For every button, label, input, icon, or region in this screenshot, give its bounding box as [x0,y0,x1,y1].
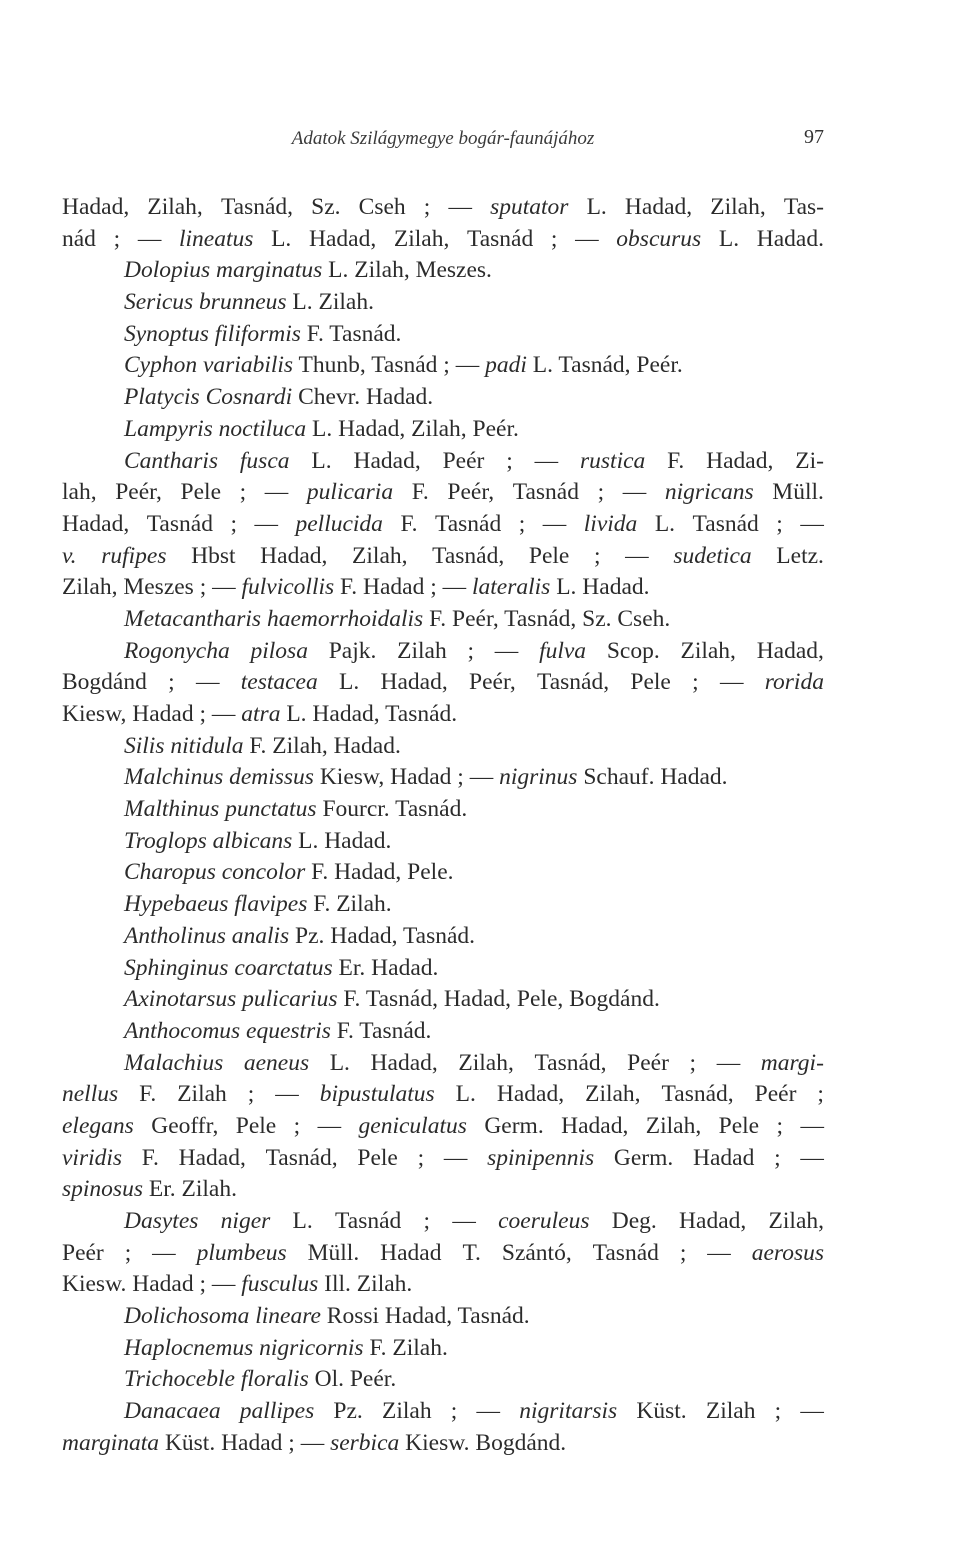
text-segment: Hadad, [624,194,693,220]
text-segment: Hadad, [756,637,824,664]
text-segment: Küst. [636,1398,687,1425]
text-segment: ; [124,1239,132,1266]
text-segment: — [137,225,162,252]
text-segment: Hadad, [353,447,421,474]
text-segment: Zilah [382,1398,432,1425]
species-name: Metacantharis haemorrhoidalis [124,605,424,632]
text-segment: Pele [235,1112,277,1139]
species-name: viridis [62,1144,123,1171]
text-segment: — [476,1398,501,1425]
text-segment: Cseh [358,194,406,220]
text-body [62,192,824,1460]
species-name: Synoptus filiformis [124,320,301,347]
text-segment: Geoffr, [151,1112,219,1139]
text-segment: ; [113,225,121,252]
text-segment: ; [817,1081,824,1108]
text-segment: Hadad, [260,542,328,569]
species-name: sudetica [673,542,752,569]
text-segment: — [622,479,647,506]
text-segment: Müll. [772,479,824,506]
text-segment: Pele [630,669,671,696]
species-name: aeneus [243,1049,310,1076]
text-segment: L. [654,510,676,537]
text-segment: Tasnád [512,479,579,506]
text-segment: F. Hadad ; — [334,574,472,601]
text-segment: F. Tasnád. [300,320,402,347]
text-line [62,446,824,478]
text-segment: Hadad, [561,1112,629,1139]
text-segment: L. Hadad, Tasnád. [280,701,458,727]
text-segment: ; [679,1239,687,1266]
text-segment: F. Hadad, Pele. [305,859,454,886]
text-line [62,699,824,731]
species-name: Axinotarsus pulicarius [124,986,338,1013]
text-segment: — [800,1112,824,1139]
species-name: bipustulatus [319,1081,435,1108]
species-name: Rogonycha [124,637,230,664]
text-line [62,826,824,858]
page-header [62,126,824,156]
text-segment: ; [293,1112,301,1139]
text-segment: Sz. [311,194,341,220]
text-segment: — [195,669,220,696]
text-segment: Tasnád [592,1239,659,1266]
text-segment: Peér, [115,479,162,506]
text-segment: Peér [754,1081,797,1108]
text-segment: — [254,510,278,537]
text-segment: F. [400,510,418,537]
text-line [62,604,824,636]
text-segment: — [317,1112,342,1139]
text-segment: Szántó, [501,1239,572,1266]
text-line [62,1269,824,1301]
text-segment: Pele [357,1144,398,1171]
text-segment: Hadad, [496,1081,565,1108]
text-segment: Zilah, Meszes ; — [62,574,242,601]
species-name: Troglops albicans [124,827,293,854]
text-segment: F. Zilah. [363,1334,448,1361]
species-name: coeruleus [498,1208,590,1234]
text-segment: F. [411,479,429,506]
species-name: sputator [490,194,569,220]
species-name: elegans [62,1112,134,1139]
text-line [62,762,824,794]
text-segment: ; [417,1144,425,1171]
text-segment: Germ. [484,1112,544,1139]
text-segment: Thunb, Tasnád ; — [293,352,486,379]
text-segment: — [275,1081,299,1108]
text-segment: ; [776,1112,784,1139]
text-segment: Zilah, [352,542,408,569]
text-line [62,1016,824,1048]
text-segment: Scop. [606,637,660,664]
text-segment: L. Tasnád, Peér. [526,352,683,379]
text-segment: ; [239,479,247,506]
species-name: Malachius [124,1049,224,1076]
text-segment: F. Tasnád. [330,1017,432,1044]
text-segment: ; [506,447,513,474]
text-line [62,382,824,414]
text-segment: F. Tasnád, Hadad, Pele, Bogdánd. [337,986,660,1013]
species-name: Hypebaeus flavipes [124,891,308,918]
species-name: rustica [580,447,646,474]
text-segment: L. Hadad, Zilah, Peér. [306,415,519,442]
text-segment: ; [774,1398,782,1425]
text-segment: L. [339,669,360,696]
species-name: pallipes [239,1398,315,1425]
text-segment: F. Zilah. [307,891,392,918]
text-segment: Deg. [611,1208,657,1234]
text-segment: Müll. [307,1239,360,1266]
species-name: rufipes [101,542,167,569]
text-line [62,477,824,509]
species-name: marginata [62,1429,160,1456]
species-name: pilosa [250,637,308,664]
text-line [62,636,824,668]
running-title: Adatok Szilágymegye bogár-faunájához [291,128,595,149]
species-name: nellus [62,1081,119,1108]
text-segment: Zilah [177,1081,227,1108]
text-segment: ; [423,194,431,220]
text-segment: Peér, [469,669,516,696]
text-segment: — [542,510,567,537]
text-segment: F. [141,1144,159,1171]
species-name: fulvicollis [241,574,335,601]
text-segment: — [800,1398,824,1425]
text-segment: — [452,1208,476,1234]
text-segment: Tasnád [435,510,502,537]
text-segment: — [448,194,472,220]
text-segment: ; [168,669,175,696]
text-segment: Ol. Peér. [308,1366,397,1393]
text-segment: Hadad, [370,1049,438,1076]
text-segment: ; [467,637,475,664]
species-name: aerosus [751,1239,824,1266]
text-line [62,667,824,699]
text-segment: Hadad. [756,225,824,252]
text-segment: nád [62,225,96,252]
text-segment: ; [692,669,699,696]
text-segment: — [716,1049,741,1076]
text-segment: Tasnád, [432,542,505,569]
text-segment: — [264,479,289,506]
species-name: nigritarsis [519,1398,618,1425]
species-name: Danacaea [124,1398,221,1425]
text-segment: F. [667,447,685,474]
text-segment: — [494,637,519,664]
species-name: margi- [760,1049,824,1076]
species-name: plumbeus [196,1239,287,1266]
text-segment: Zilah, [147,194,203,220]
text-segment: L. [718,225,740,252]
species-name: padi [485,352,527,379]
text-segment: Zilah, [585,1081,641,1108]
species-name: atra [241,701,281,727]
text-segment: ; [776,510,783,537]
text-line [62,1143,824,1175]
text-line [62,319,824,351]
text-segment: Zi- [795,447,824,474]
text-segment: Hadad [693,1144,755,1171]
text-segment: — [625,542,649,569]
text-line [62,794,824,826]
species-name: lineatus [178,225,254,252]
text-segment: F. Zilah, Hadad. [243,732,401,759]
text-segment: Zilah, [768,1208,824,1234]
species-name: Sericus brunneus [124,289,287,316]
text-segment: T. [462,1239,481,1266]
species-name: fulva [539,637,587,664]
text-line [62,1238,824,1270]
species-name: Silis nitidula [124,732,244,759]
text-line [62,857,824,889]
text-segment: Kiesw, Hadad ; — [313,764,500,791]
text-line [62,1111,824,1143]
text-line [62,192,824,224]
text-segment: ; [594,542,601,569]
text-segment: Fourcr. Tasnád. [316,796,468,823]
text-line [62,1301,824,1333]
text-segment: ; [774,1144,781,1171]
text-segment: L. Zilah, Meszes. [322,257,492,284]
text-segment: ; [247,1081,255,1108]
text-segment: Tasnád, [537,669,610,696]
text-segment: Hadad, [380,669,448,696]
text-line [62,1048,824,1080]
text-segment: Bogdánd [62,669,147,696]
text-segment: Pele [180,479,222,506]
text-line [62,350,824,382]
species-name: Haplocnemus nigricornis [124,1334,364,1361]
text-segment: L. [455,1081,476,1108]
text-line [62,1079,824,1111]
text-segment: Tasnád [467,225,534,252]
text-segment: L. Hadad. [550,574,650,601]
species-name: lateralis [471,574,551,601]
species-name: Lampyris noctiluca [124,415,307,442]
text-segment: Hadad, [62,194,130,220]
text-segment: Letz. [776,542,824,569]
species-name: nigrinus [499,764,578,791]
text-segment: ; [423,1208,431,1234]
text-segment: Pz. Hadad, Tasnád. [289,922,476,949]
text-line [62,921,824,953]
species-name: fusculus [241,1271,319,1298]
text-segment: ; [597,479,605,506]
text-segment: Kiesw, Hadad ; — [62,701,242,727]
text-segment: Zilah, [710,194,766,220]
text-segment: Tasnád, [265,1144,338,1171]
text-segment: F. [139,1081,157,1108]
text-segment: — [534,447,559,474]
text-segment: — [719,669,744,696]
text-segment: L. [311,447,332,474]
species-name: obscurus [616,225,702,252]
text-segment: Pele [718,1112,760,1139]
text-segment: — [152,1239,176,1266]
text-line [62,731,824,763]
species-name: Malchinus demissus [124,764,314,791]
text-segment: Germ. [613,1144,674,1171]
text-segment: Ill. Zilah. [318,1271,413,1298]
text-segment: Tasnád, [534,1049,607,1076]
text-segment: Zilah [705,1398,756,1425]
species-name: Cantharis [124,447,219,474]
text-segment: — [575,225,599,252]
text-segment: Küst. Hadad ; — [159,1429,331,1456]
text-segment: Hadad, [706,447,774,474]
species-name: Dolopius marginatus [124,257,323,284]
text-segment: Hadad [380,1239,442,1266]
text-segment: Tasnád, [220,194,294,220]
text-segment: Chevr. Hadad. [292,384,434,411]
text-segment: Tasnád [335,1208,402,1234]
species-name: serbica [330,1429,400,1456]
species-name: fusca [239,447,290,474]
text-segment: Tasnád [146,510,213,537]
text-line [62,984,824,1016]
text-segment: L. Zilah. [286,289,374,316]
text-line [62,1428,824,1460]
text-segment: Pajk. [328,637,377,664]
text-segment: Er. Zilah. [142,1176,237,1203]
species-name: spinipennis [487,1144,595,1171]
text-segment: ; [550,225,558,252]
text-segment: Tas- [783,194,824,220]
text-segment: — [443,1144,468,1171]
text-line [62,255,824,287]
text-line [62,224,824,256]
text-line [62,509,824,541]
text-line [62,1206,824,1238]
text-segment: F. Peér, Tasnád, Sz. Cseh. [423,605,671,632]
species-name: v. [62,542,77,569]
text-line [62,414,824,446]
text-segment: Schauf. Hadad. [577,764,728,791]
species-name: Dolichosoma lineare [124,1303,321,1330]
species-name: Sphinginus coarctatus [124,954,333,981]
text-segment: Er. Hadad. [332,954,439,981]
text-segment: L. [586,194,607,220]
text-segment: Kiesw. Bogdánd. [399,1429,567,1456]
page-number: 97 [804,126,824,148]
species-name: rorida [764,669,824,696]
text-segment: Hadad, [178,1144,246,1171]
text-segment: ; [689,1049,697,1076]
species-name: testacea [240,669,318,696]
text-line [62,541,824,573]
species-name: Charopus concolor [124,859,306,886]
species-name: Platycis Cosnardi [124,384,293,411]
species-name: Trichoceble floralis [124,1366,309,1393]
species-name: Anthocomus equestris [124,1017,331,1044]
text-segment: L. [329,1049,350,1076]
text-segment: Peér, [447,479,495,506]
text-segment: Zilah, [680,637,736,664]
text-segment: Hadad, [308,225,377,252]
text-segment: Hbst [191,542,236,569]
species-name: nigricans [664,479,754,506]
text-segment: ; [450,1398,458,1425]
text-segment: — [707,1239,731,1266]
text-segment: Rossi Hadad, Tasnád. [320,1303,530,1330]
text-segment: lah, [62,479,97,506]
text-segment: Tasnád, [661,1081,734,1108]
text-segment: — [800,510,824,537]
species-name: niger [220,1208,271,1234]
species-name: Malthinus punctatus [124,796,317,823]
text-segment: Zilah [397,637,447,664]
species-name: Dasytes [124,1208,199,1234]
text-segment: Kiesw. Hadad ; — [62,1271,242,1298]
text-segment: L. [271,225,292,252]
text-segment: Hadad, [62,510,130,537]
text-segment: L. Hadad. [292,827,392,854]
text-line [62,287,824,319]
text-segment: ; [518,510,526,537]
text-line [62,889,824,921]
species-name: livida [583,510,638,537]
text-line [62,1396,824,1428]
text-line [62,1364,824,1396]
text-segment: Peér [442,447,485,474]
species-name: spinosus [62,1176,143,1203]
text-segment: Zilah, [645,1112,702,1139]
text-line [62,1333,824,1365]
text-line [62,1174,824,1206]
species-name: Cyphon variabilis [124,352,294,379]
text-segment: Peér [62,1239,104,1266]
text-line [62,572,824,604]
text-line [62,953,824,985]
text-segment: — [800,1144,824,1171]
text-segment: Tasnád [692,510,759,537]
text-segment: Zilah, [393,225,450,252]
text-segment: Pele [528,542,570,569]
species-name: geniculatus [358,1112,467,1139]
species-name: pulicaria [306,479,394,506]
species-name: pellucida [295,510,383,537]
text-segment: Hadad, [679,1208,747,1234]
text-segment: Peér [627,1049,669,1076]
species-name: Antholinus analis [124,922,290,949]
text-segment: Pz. [333,1398,363,1425]
text-segment: ; [230,510,237,537]
text-segment: Zilah, [458,1049,514,1076]
text-segment: L. [292,1208,313,1234]
